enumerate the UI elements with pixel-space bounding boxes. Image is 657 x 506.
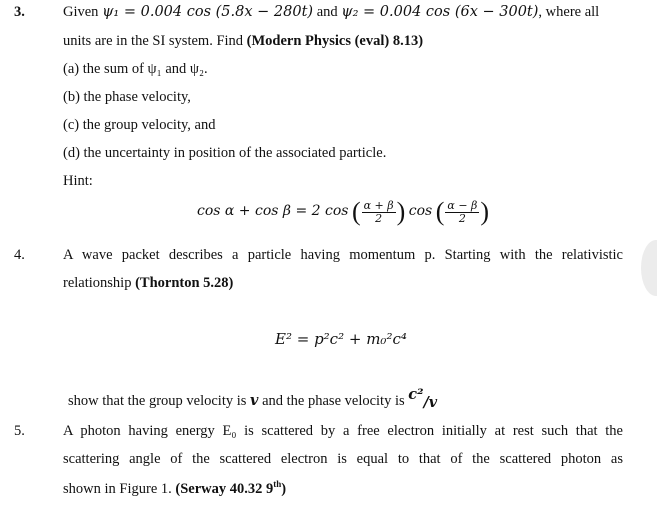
question-5-line-1: A photon having energy E₀ is scattered by a free electron initially at rest such that the	[63, 423, 623, 439]
question-4-line-2-text: relationship	[63, 275, 136, 291]
psi2-equation: ψ₂ = 0.004 cos (6x − 300t)	[341, 4, 539, 20]
hint-fraction-2	[445, 200, 479, 224]
question-3-prefix: Given	[63, 4, 103, 20]
hint-fraction-1-denominator: 2	[375, 211, 383, 225]
hint-label: Hint:	[63, 173, 93, 189]
hint-formula: cos α + cos β = 2 cos ( $\frac{\alpha + \beta}{2}$ ) cos ( $\frac{\alpha - \beta}{2}$ )	[197, 197, 490, 226]
question-4-conclusion	[68, 386, 438, 411]
hint-fraction-2-denominator: 2	[458, 211, 466, 225]
conclusion-mid: and the phase velocity is	[258, 393, 409, 409]
hint-lhs: cos α + cos β = 2 cos	[197, 203, 349, 220]
conclusion-prefix: show that the group velocity is	[68, 393, 251, 409]
question-4-line-1: A wave packet describes a particle having momentum p. Starting with the relativistic	[63, 247, 623, 263]
relativistic-equation: E² = p²c² + m₀²c⁴	[275, 330, 407, 348]
question-4-number: 4.	[14, 247, 25, 263]
psi1-equation: ψ₁ = 0.004 cos (5.8x − 280t)	[102, 4, 314, 20]
question-4-line-2	[63, 275, 233, 292]
question-3-reference: (Modern Physics (eval) 8.13)	[246, 33, 424, 49]
question-5-line-2: scattering angle of the scattered electron is equal to that of the scattered photon as	[63, 451, 623, 467]
slash-v: /v	[423, 394, 438, 411]
question-3-suffix: , where all	[538, 4, 600, 20]
c-squared: c²	[408, 386, 424, 403]
page-edge-shadow	[641, 240, 657, 296]
hint-fraction-2-numerator: α − β	[447, 198, 478, 212]
velocity-symbol: v	[250, 392, 259, 409]
part-b: (b) the phase velocity,	[63, 89, 191, 105]
question-3-line-2-text: units are in the SI system. Find	[63, 33, 247, 49]
question-5-reference-sup: th	[273, 479, 282, 489]
question-3-line-1	[63, 4, 599, 21]
question-5-reference	[175, 481, 286, 497]
question-3-line-2	[63, 33, 423, 50]
hint-fraction-1-numerator: α + β	[363, 198, 394, 212]
question-5-line-3-text: shown in Figure 1.	[63, 480, 176, 497]
question-4-reference: (Thornton 5.28)	[135, 275, 234, 291]
and-text: and	[313, 4, 342, 20]
question-5-number: 5.	[14, 423, 25, 439]
part-a: (a) the sum of ψ₁ and ψ₂.	[63, 61, 208, 77]
hint-cos: cos	[408, 203, 433, 220]
part-c: (c) the group velocity, and	[63, 117, 216, 133]
part-d: (d) the uncertainty in position of the associated particle.	[63, 145, 387, 161]
question-5-reference-close: )	[281, 480, 287, 497]
hint-fraction-1	[362, 200, 396, 224]
question-5-line-3	[63, 479, 286, 498]
question-3-number: 3.	[14, 4, 25, 20]
question-5-reference-text: (Serway 40.32 9	[175, 480, 274, 497]
